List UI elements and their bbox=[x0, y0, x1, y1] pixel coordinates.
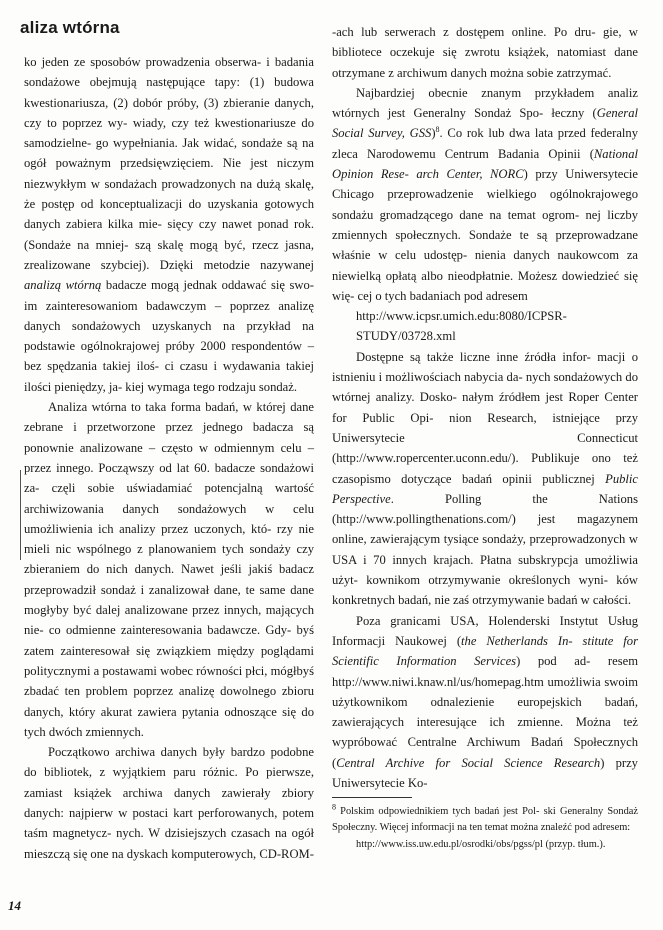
footnote-text: $^8$ Polskim odpowiednikiem tych badań jest Pol- ski Generalny Sondaż Społeczny. Więcej informacji na ten temat można znaleźć pod adresem: bbox=[332, 802, 638, 834]
paragraph-sources: Dostępne są także liczne inne źródła infor- macji o istnieniu i możliwościach nabycia da- nych sondażowych do wtórnej analizy. Dosko- nałym źródłem jest Roper Center for Public Opi- nion Research, istniejące przy Uniwersytecie Connecticut (http://www.ropercenter.uconn.edu/). Publikuje ono też czasopismo dotyczące badań opinii publicznej Public Perspective. Polling the Nations (http://www.pollingthenations.com/) jest magazynem online, zawierającym tysiące sondaży, przeprowadzonych w USA i 70 innych krajach. Płatna subskrypcja umożliwia użyt- kownikom otrzymywanie określonych wyni- ków konkretnych badań, nie zaś otrzymywanie badań w całości. bbox=[332, 349, 638, 608]
footnote-divider bbox=[332, 797, 412, 798]
paragraph-intro: ko jeden ze sposobów prowadzenia obserwa- i badania sondażowe obejmują następujące tapy: (1) budowa kwestionariusza, (2) dobór próby, (3) zbieranie danych, czy to poprzez wy- wiady, czy też kwestionariusze do samodzielne- go wypełniania. Jak widać, sondaże są na ogół poważnym przedsięwzięciem. Nie jest niczym niezwykłym w sondażach prowadzonych na dużą skalę, że postęp od konceptualizacji do uzyskania gotowych danych zabiera kilka mie- sięcy czy nawet ponad rok. (Sondaże na mniej- szą skalę mogą być, rzecz jasna, zrealizowane szybciej). Dzięki metodzie nazywanej analizą wtórną badacze mogą jednak oddawać się swo- im zainteresowaniom badawczym – poprzez analizę danych sondażowych uzyskanych na przykład na podstawie ogólnokrajowej próby 2000 respondentów – bez spędzania takiej iloś- ci czasu i wydawania takiej ilości pieniędzy, ja- kiej wymaga tego rodzaju sondaż. bbox=[24, 55, 314, 394]
right-column bbox=[332, 22, 638, 793]
page-number: 14 bbox=[8, 898, 21, 913]
section-heading: aliza wtórna bbox=[20, 18, 120, 37]
paragraph-definition: Analiza wtórna to taka forma badań, w której dane zebrane i przetworzone przez jednego badacza są ponownie analizowane – często w odmiennym celu – przez innego. Począwszy od lat 60. badacze sondażowi za- częli sobie uświadamiać potencjalną wartość archiwizowania danych sondażowych w celu umożliwienia ich analizy przez uczonych, któ- rzy nie mieli nic wspólnego z planowaniem tych sondaży czy zbieraniem do nich danych. Nawet jeśli jakiś badacz przeprowadził sondaż i zanalizował dane, te same dane mogłyby być dalej analizowane przez innych, mających nie- co odmienne zainteresowania badawcze. Gdy- byś zatem zainteresował się związkiem między poglądami politycznymi a postawami wobec równości płci, mógłbyś zbadać ten problem poprzez analizę dowolnego zbioru danych, który akurat zawiera pytania odnoszące się do tych dwóch zmiennych. bbox=[24, 400, 314, 739]
footnote-reference[interactable]: 8 bbox=[435, 125, 440, 135]
footnote bbox=[332, 804, 638, 853]
footnote-url[interactable]: http://www.iss.uw.edu.pl/osrodki/obs/pgss/pl (przyp. tłum.). bbox=[356, 838, 606, 850]
term-secondary-analysis: analizą wtórną bbox=[24, 278, 102, 293]
paragraph-gss: Najbardziej obecnie znanym przykładem analiz wtórnych jest Generalny Sondaż Spo- łeczny (General Social Survey, GSS)$^8$. Co rok lub dwa lata przed federalny zleca Narodowemu Centrum Badania Opinii (National Opinion Rese- arch Center, NORC) przy Uniwersytecie Chicago przeprowadzenie wielkiego ogólnokrajowego sondażu gromadzącego dane na temat ogrom- nej liczby zmiennych społecznych. Sondaże te są przeprowadzane właśnie w celu udostęp- nienia danych naukowcom za niewielką opłatą albo nieodpłatnie. Możesz dowiedzieć się wię- cej o tych badaniach pod adresem bbox=[332, 85, 639, 303]
paragraph-archives: Początkowo archiwa danych były bardzo podobne do bibliotek, z wyjątkiem paru różnic. Po pierwsze, zamiast książek archiwa danych zawierały zbiory danych: najpierw w postaci kart perforowanych, potem taśm magnetycz- nych. W dzisiejszych czasach na ogół mieszczą się one na dyskach komputerowych, CD-ROM- bbox=[24, 745, 314, 861]
paragraph-continuation: -ach lub serwerach z dostępem online. Po dru- gie, w bibliotece oczekuje się zwrotu książek, natomiast dane otrzymane z archiwum danych można sobie zatrzymać. bbox=[332, 25, 638, 80]
margin-mark bbox=[20, 470, 21, 560]
icpsr-url[interactable]: http://www.icpsr.umich.edu:8080/ICPSR- STUDY/03728.xml bbox=[356, 309, 567, 344]
left-column bbox=[24, 52, 314, 864]
paragraph-international: Poza granicami USA, Holenderski Instytut Usług Informacji Naukowej (the Netherlands In- stitute for Scientific Information Services) pod ad- resem http://www.niwi.knaw.nl/us/homepag.htm umożliwia swoim użytkownikom odnalezienie europejskich badań, zawierających interesujące ich zmienne. Można też wypróbować Centralne Archiwum Badań Społecznych (Central Archive for Social Science Research) przy Uniwersytecie Ko- bbox=[332, 613, 638, 790]
